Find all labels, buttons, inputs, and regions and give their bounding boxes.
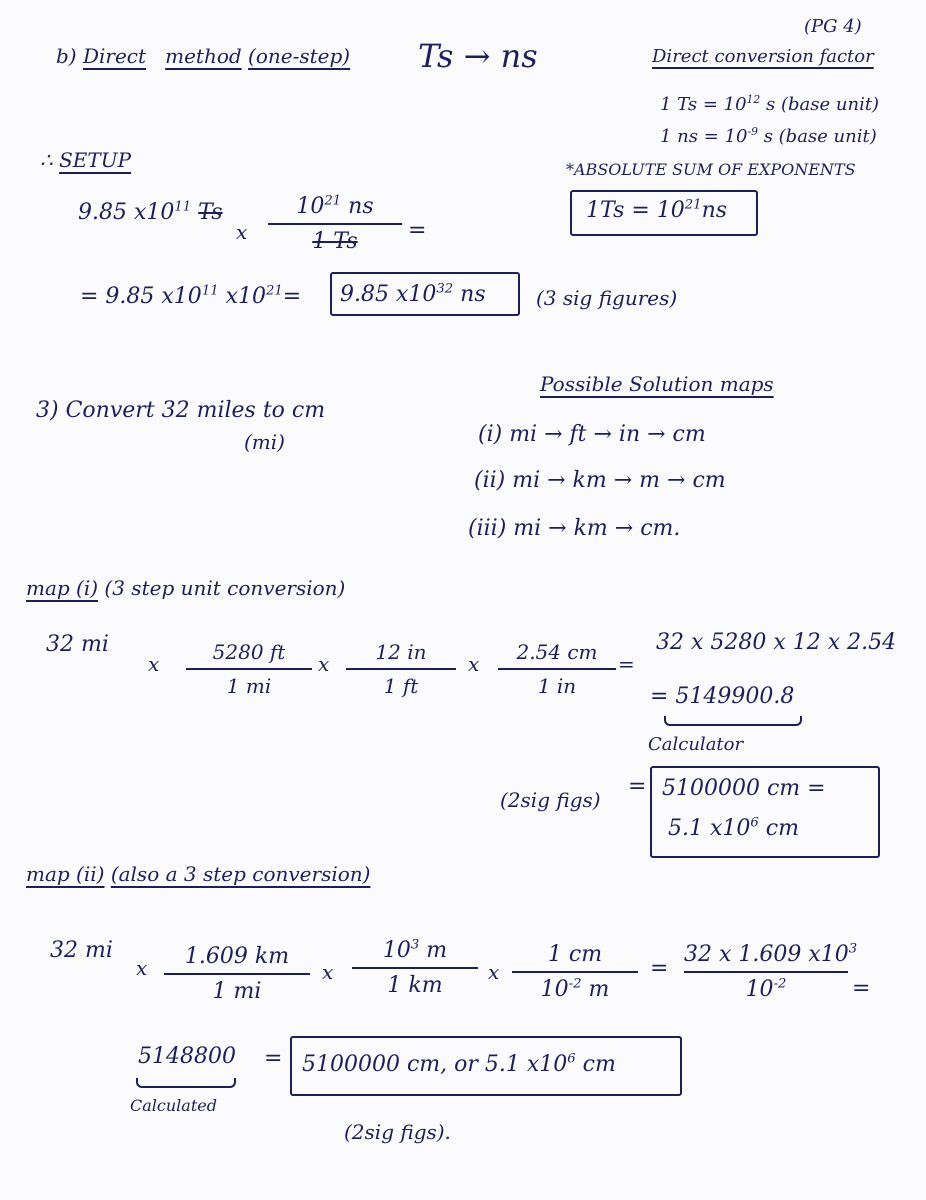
solution-map-i: (i) mi → ft → in → cm — [478, 422, 706, 447]
setup-equals: = — [408, 218, 427, 243]
map-ii-rhs-num-a: 32 x 1.609 x10 — [684, 942, 849, 967]
map-i-answer-line-2-a: 5.1 x10 — [668, 816, 751, 841]
boxed-factor-b: ns — [701, 198, 728, 223]
fraction-bar — [512, 971, 638, 973]
problem-3-mi: (mi) — [244, 430, 285, 454]
map-i-factor-3-num: 2.54 cm — [516, 640, 598, 664]
map-ii-factor-3-den — [512, 977, 638, 1002]
factor-line-2-exp: -9 — [747, 125, 758, 138]
map-ii-answer-eq: = — [264, 1046, 283, 1071]
map-i-factor-3 — [498, 640, 616, 698]
map-ii-f3-den-b: m — [588, 977, 610, 1002]
fraction-bar — [352, 967, 478, 969]
result-line-exp2: 21 — [266, 283, 283, 299]
map-ii-rhs-num — [684, 941, 858, 967]
heading-method: method — [165, 44, 242, 68]
map-ii-f2-num-a: 10 — [382, 938, 411, 963]
factor-title: Direct conversion factor — [652, 46, 874, 67]
map-i-heading — [26, 578, 345, 598]
map-i-factor-2 — [346, 640, 456, 698]
map-ii-times-1: x — [136, 956, 148, 980]
map-ii-heading-note: (also a 3 step conversion) — [110, 862, 371, 886]
map-i-factor-1-num: 5280 ft — [212, 640, 286, 664]
setup-fraction — [268, 194, 402, 254]
map-i-answer-line-1: 5100000 cm = — [662, 776, 826, 801]
page-number: (PG 4) — [804, 16, 862, 37]
fraction-bar — [268, 223, 402, 225]
map-i-calc-value: = 5149900.8 — [650, 684, 795, 709]
map-ii-factor-3-num: 1 cm — [547, 942, 603, 967]
therefore-symbol: ∴ — [40, 148, 53, 172]
map-i-times-2: x — [318, 652, 330, 676]
setup-value-a: 9.85 x10 — [78, 200, 175, 225]
map-ii-heading — [26, 864, 370, 884]
setup-label — [40, 150, 131, 170]
setup-num-a: 10 — [296, 194, 325, 219]
fraction-bar — [164, 973, 310, 975]
result-line-a: = 9.85 x10 — [80, 284, 202, 309]
solution-map-ii: (ii) mi → km → m → cm — [474, 468, 726, 493]
result-box-a: 9.85 x10 — [340, 282, 437, 307]
result-line-b: x10 — [225, 284, 266, 309]
map-i-heading-label: map (i) — [26, 576, 99, 600]
problem-3-text: 3) Convert 32 miles to cm — [36, 398, 326, 423]
factor-line-1-a: 1 Ts = 10 — [660, 94, 747, 115]
map-ii-heading-label: map (ii) — [26, 862, 105, 886]
map-i-answer-line-2 — [668, 815, 799, 841]
map-i-calc-label: Calculator — [648, 734, 744, 755]
setup-num-unit: ns — [348, 194, 374, 219]
boxed-factor-a: 1Ts = 10 — [586, 198, 685, 223]
section-b-heading — [56, 46, 350, 66]
map-ii-factor-2-num — [352, 938, 478, 963]
map-ii-answer-a: 5100000 cm, or 5.1 x10 — [302, 1052, 568, 1077]
map-ii-rhs-fraction — [684, 941, 858, 1002]
boxed-factor-text — [586, 197, 728, 223]
fraction-bar — [346, 668, 456, 670]
setup-value-unit: Ts — [198, 200, 223, 225]
heading-prefix: b) — [56, 44, 77, 68]
factor-line-1 — [660, 93, 880, 115]
result-box-b: ns — [460, 282, 486, 307]
setup-value — [78, 199, 223, 225]
map-i-equals: = — [618, 652, 635, 676]
map-ii-rhs-den-exp: -2 — [773, 976, 787, 992]
calc-brace — [136, 1078, 236, 1088]
absolute-sum-note: *ABSOLUTE SUM OF EXPONENTS — [566, 160, 856, 179]
map-ii-factor-2 — [352, 938, 478, 998]
map-i-times-3: x — [468, 652, 480, 676]
map-ii-factor-1-num: 1.609 km — [184, 944, 290, 969]
solution-maps-title: Possible Solution maps — [540, 372, 774, 396]
setup-times: x — [236, 220, 248, 244]
heading-direct: Direct — [82, 44, 147, 68]
boxed-factor-exp: 21 — [684, 197, 702, 213]
result-line-exp1: 11 — [201, 283, 219, 299]
ts-to-ns — [418, 37, 538, 75]
factor-line-2 — [660, 125, 877, 147]
result-box-text — [340, 281, 486, 307]
setup-fraction-num — [268, 194, 402, 219]
map-i-heading-note: (3 step unit conversion) — [104, 576, 346, 600]
map-ii-calc-value: 5148800 — [138, 1044, 236, 1069]
calc-brace — [664, 716, 802, 726]
solution-map-iii: (iii) mi → km → cm. — [468, 516, 681, 541]
map-ii-times-3: x — [488, 960, 500, 984]
fraction-bar — [186, 668, 312, 670]
map-i-factor-1-den: 1 mi — [226, 674, 272, 698]
arrow: → — [463, 37, 491, 75]
map-ii-answer-b: cm — [582, 1052, 616, 1077]
factor-line-2-a: 1 ns = 10 — [660, 126, 748, 147]
result-line — [80, 283, 302, 309]
map-i-factor-2-num: 12 in — [375, 640, 427, 664]
map-ii-rhs-den-a: 10 — [745, 977, 774, 1002]
map-ii-f3-den-exp: -2 — [568, 976, 582, 992]
map-i-sigfigs: (2sig figs) — [500, 788, 601, 812]
map-ii-factor-2-den: 1 km — [387, 973, 443, 998]
result-line-c: = — [282, 284, 302, 309]
map-ii-rhs-num-exp: 3 — [848, 941, 858, 957]
fraction-bar — [498, 668, 616, 670]
map-ii-factor-3 — [512, 942, 638, 1002]
map-ii-equals: = — [650, 956, 669, 981]
map-i-start: 32 mi — [46, 632, 109, 657]
factor-line-1-b: s (base unit) — [766, 94, 880, 115]
result-sigfigs: (3 sig figures) — [536, 286, 678, 310]
map-ii-calc-label: Calculated — [130, 1096, 217, 1115]
heading-one-step: (one-step) — [248, 44, 351, 68]
map-ii-f2-num-exp: 3 — [410, 937, 420, 953]
map-ii-rhs-equals: = — [852, 976, 871, 1001]
map-ii-answer — [302, 1051, 616, 1077]
map-i-factor-2-den: 1 ft — [383, 674, 419, 698]
map-ii-sigfigs: (2sig figs). — [344, 1120, 451, 1144]
map-i-times-1: x — [148, 652, 160, 676]
result-box-exp: 32 — [436, 281, 454, 297]
setup-num-exp: 21 — [324, 193, 342, 209]
factor-line-1-exp: 12 — [746, 93, 761, 106]
setup-fraction-den: 1 Ts — [312, 229, 358, 254]
map-ii-start: 32 mi — [50, 938, 113, 963]
map-ii-times-2: x — [322, 960, 334, 984]
map-ii-factor-1 — [164, 944, 310, 1004]
map-i-answer-eq: = — [628, 774, 647, 799]
map-i-answer-line-2-exp: 6 — [750, 815, 759, 831]
map-ii-f3-den-a: 10 — [540, 977, 569, 1002]
map-i-answer-line-2-b: cm — [765, 816, 799, 841]
map-i-product: 32 x 5280 x 12 x 2.54 — [656, 630, 897, 655]
map-ii-factor-1-den: 1 mi — [212, 979, 262, 1004]
fraction-bar — [684, 971, 848, 973]
map-ii-rhs-den — [684, 977, 848, 1002]
ns-unit: ns — [500, 37, 538, 75]
factor-line-2-b: s (base unit) — [763, 126, 877, 147]
map-ii-f2-num-b: m — [426, 938, 448, 963]
ts-unit: Ts — [418, 37, 454, 75]
map-i-factor-3-den: 1 in — [537, 674, 577, 698]
map-ii-answer-exp: 6 — [567, 1051, 576, 1067]
map-i-factor-1 — [186, 640, 312, 698]
setup-text: SETUP — [59, 148, 132, 172]
setup-value-exp: 11 — [174, 199, 192, 215]
